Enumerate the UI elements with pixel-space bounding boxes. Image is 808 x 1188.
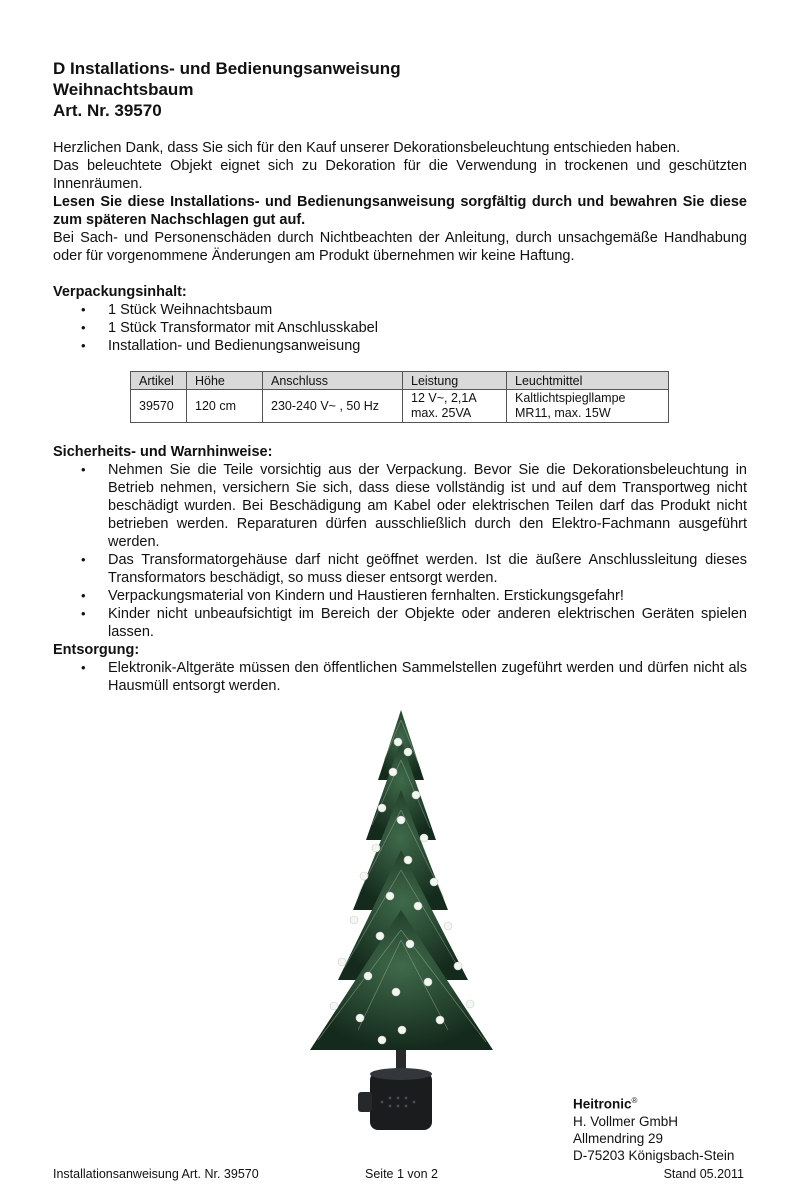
list-item: • Installation- und Bedienungsanweisung — [108, 337, 747, 355]
company-name: H. Vollmer GmbH — [573, 1113, 679, 1129]
intro-read-instructions: Lesen Sie diese Installations- und Bedienungsanweisung sorgfältig durch und bewahren Sie diese zum späteren Nachschlagen gut auf. — [53, 194, 747, 228]
cell-anschluss: 230-240 V~ , 50 Hz — [263, 390, 403, 423]
disposal-list — [53, 659, 747, 695]
intro-thanks: Herzlichen Dank, dass Sie sich für den Kauf unserer Dekorationsbeleuchtung entschieden haben. — [53, 140, 681, 156]
cell-leistung — [403, 390, 507, 423]
title-line-2: Weihnachtsbaum — [53, 80, 194, 99]
col-hoehe: Höhe — [187, 372, 263, 390]
tree-illustration — [298, 700, 504, 1136]
christmas-tree-image — [298, 700, 504, 1136]
disposal-title: Entsorgung: — [53, 642, 140, 658]
document-body — [53, 58, 747, 695]
cell-leuchtmittel — [507, 390, 669, 423]
col-leuchtmittel: Leuchtmittel — [507, 372, 669, 390]
leistung-line-2: max. 25VA — [411, 406, 472, 420]
safety-title: Sicherheits- und Warnhinweise: — [53, 444, 273, 460]
intro-liability: Bei Sach- und Personenschäden durch Nichtbeachten der Anleitung, durch unsachgemäße Handhabung oder für vorgenommene Änderungen am Produkt übernehmen wir keine Haftung. — [53, 230, 747, 264]
company-brand — [573, 1092, 734, 1113]
footer-page-number: Seite 1 von 2 — [365, 1167, 438, 1181]
registered-mark: ® — [631, 1096, 638, 1105]
title-line-3: Art. Nr. 39570 — [53, 101, 162, 120]
list-item: • 1 Stück Weihnachtsbaum — [108, 301, 747, 319]
col-artikel: Artikel — [131, 372, 187, 390]
intro-usage: Das beleuchtete Objekt eignet sich zu Dekoration für die Verwendung in trockenen und geschützten Innenräumen. — [53, 158, 747, 192]
brand-name: Heitronic — [573, 1096, 632, 1112]
list-item: • Elektronik-Altgeräte müssen den öffentlichen Sammelstellen zugeführt werden und dürfen nicht als Hausmüll entsorgt werden. — [108, 659, 747, 695]
cell-artikel: 39570 — [131, 390, 187, 423]
footer-left: Installationsanweisung Art. Nr. 39570 — [53, 1167, 259, 1181]
col-leistung: Leistung — [403, 372, 507, 390]
company-address — [573, 1092, 734, 1164]
leuchtmittel-line-2: MR11, max. 15W — [515, 406, 611, 420]
list-item: • 1 Stück Transformator mit Anschlusskabel — [108, 319, 747, 337]
title-line-1: D Installations- und Bedienungsanweisung — [53, 59, 401, 78]
cell-hoehe: 120 cm — [187, 390, 263, 423]
col-anschluss: Anschluss — [263, 372, 403, 390]
leuchtmittel-line-1: Kaltlichtspiegllampe — [515, 391, 626, 405]
table-row — [131, 390, 669, 423]
company-street: Allmendring 29 — [573, 1130, 664, 1146]
footer-date: Stand 05.2011 — [663, 1167, 744, 1181]
packaging-list — [53, 301, 747, 355]
safety-list — [53, 461, 747, 641]
list-item: • Das Transformatorgehäuse darf nicht geöffnet werden. Ist die äußere Anschlussleitung dieses Transformators beschädigt, so muss dieser entsorgt werden. — [108, 551, 747, 587]
company-city: D-75203 Königsbach-Stein — [573, 1147, 735, 1163]
list-item: • Nehmen Sie die Teile vorsichtig aus der Verpackung. Bevor Sie die Dekorationsbeleuchtung in Betrieb nehmen, versichern Sie sich, dass diese vollständig ist und auf dem Transportweg nicht beschädigt wurden. Bei Beschädigung am Kabel oder elektrischen Teilen darf das Produkt nicht betrieben werden. Reparaturen dürfen ausschließlich durch den Elektro-Fachmann ausgeführt werden. — [108, 461, 747, 551]
leistung-line-1: 12 V~, 2,1A — [411, 391, 477, 405]
spec-table — [130, 371, 669, 423]
packaging-title: Verpackungsinhalt: — [53, 284, 187, 300]
list-item: • Kinder nicht unbeaufsichtigt im Bereich der Objekte oder anderen elektrischen Geräten spielen lassen. — [108, 605, 747, 641]
list-item: • Verpackungsmaterial von Kindern und Haustieren fernhalten. Erstickungsgefahr! — [108, 587, 747, 605]
table-header-row — [131, 372, 669, 390]
